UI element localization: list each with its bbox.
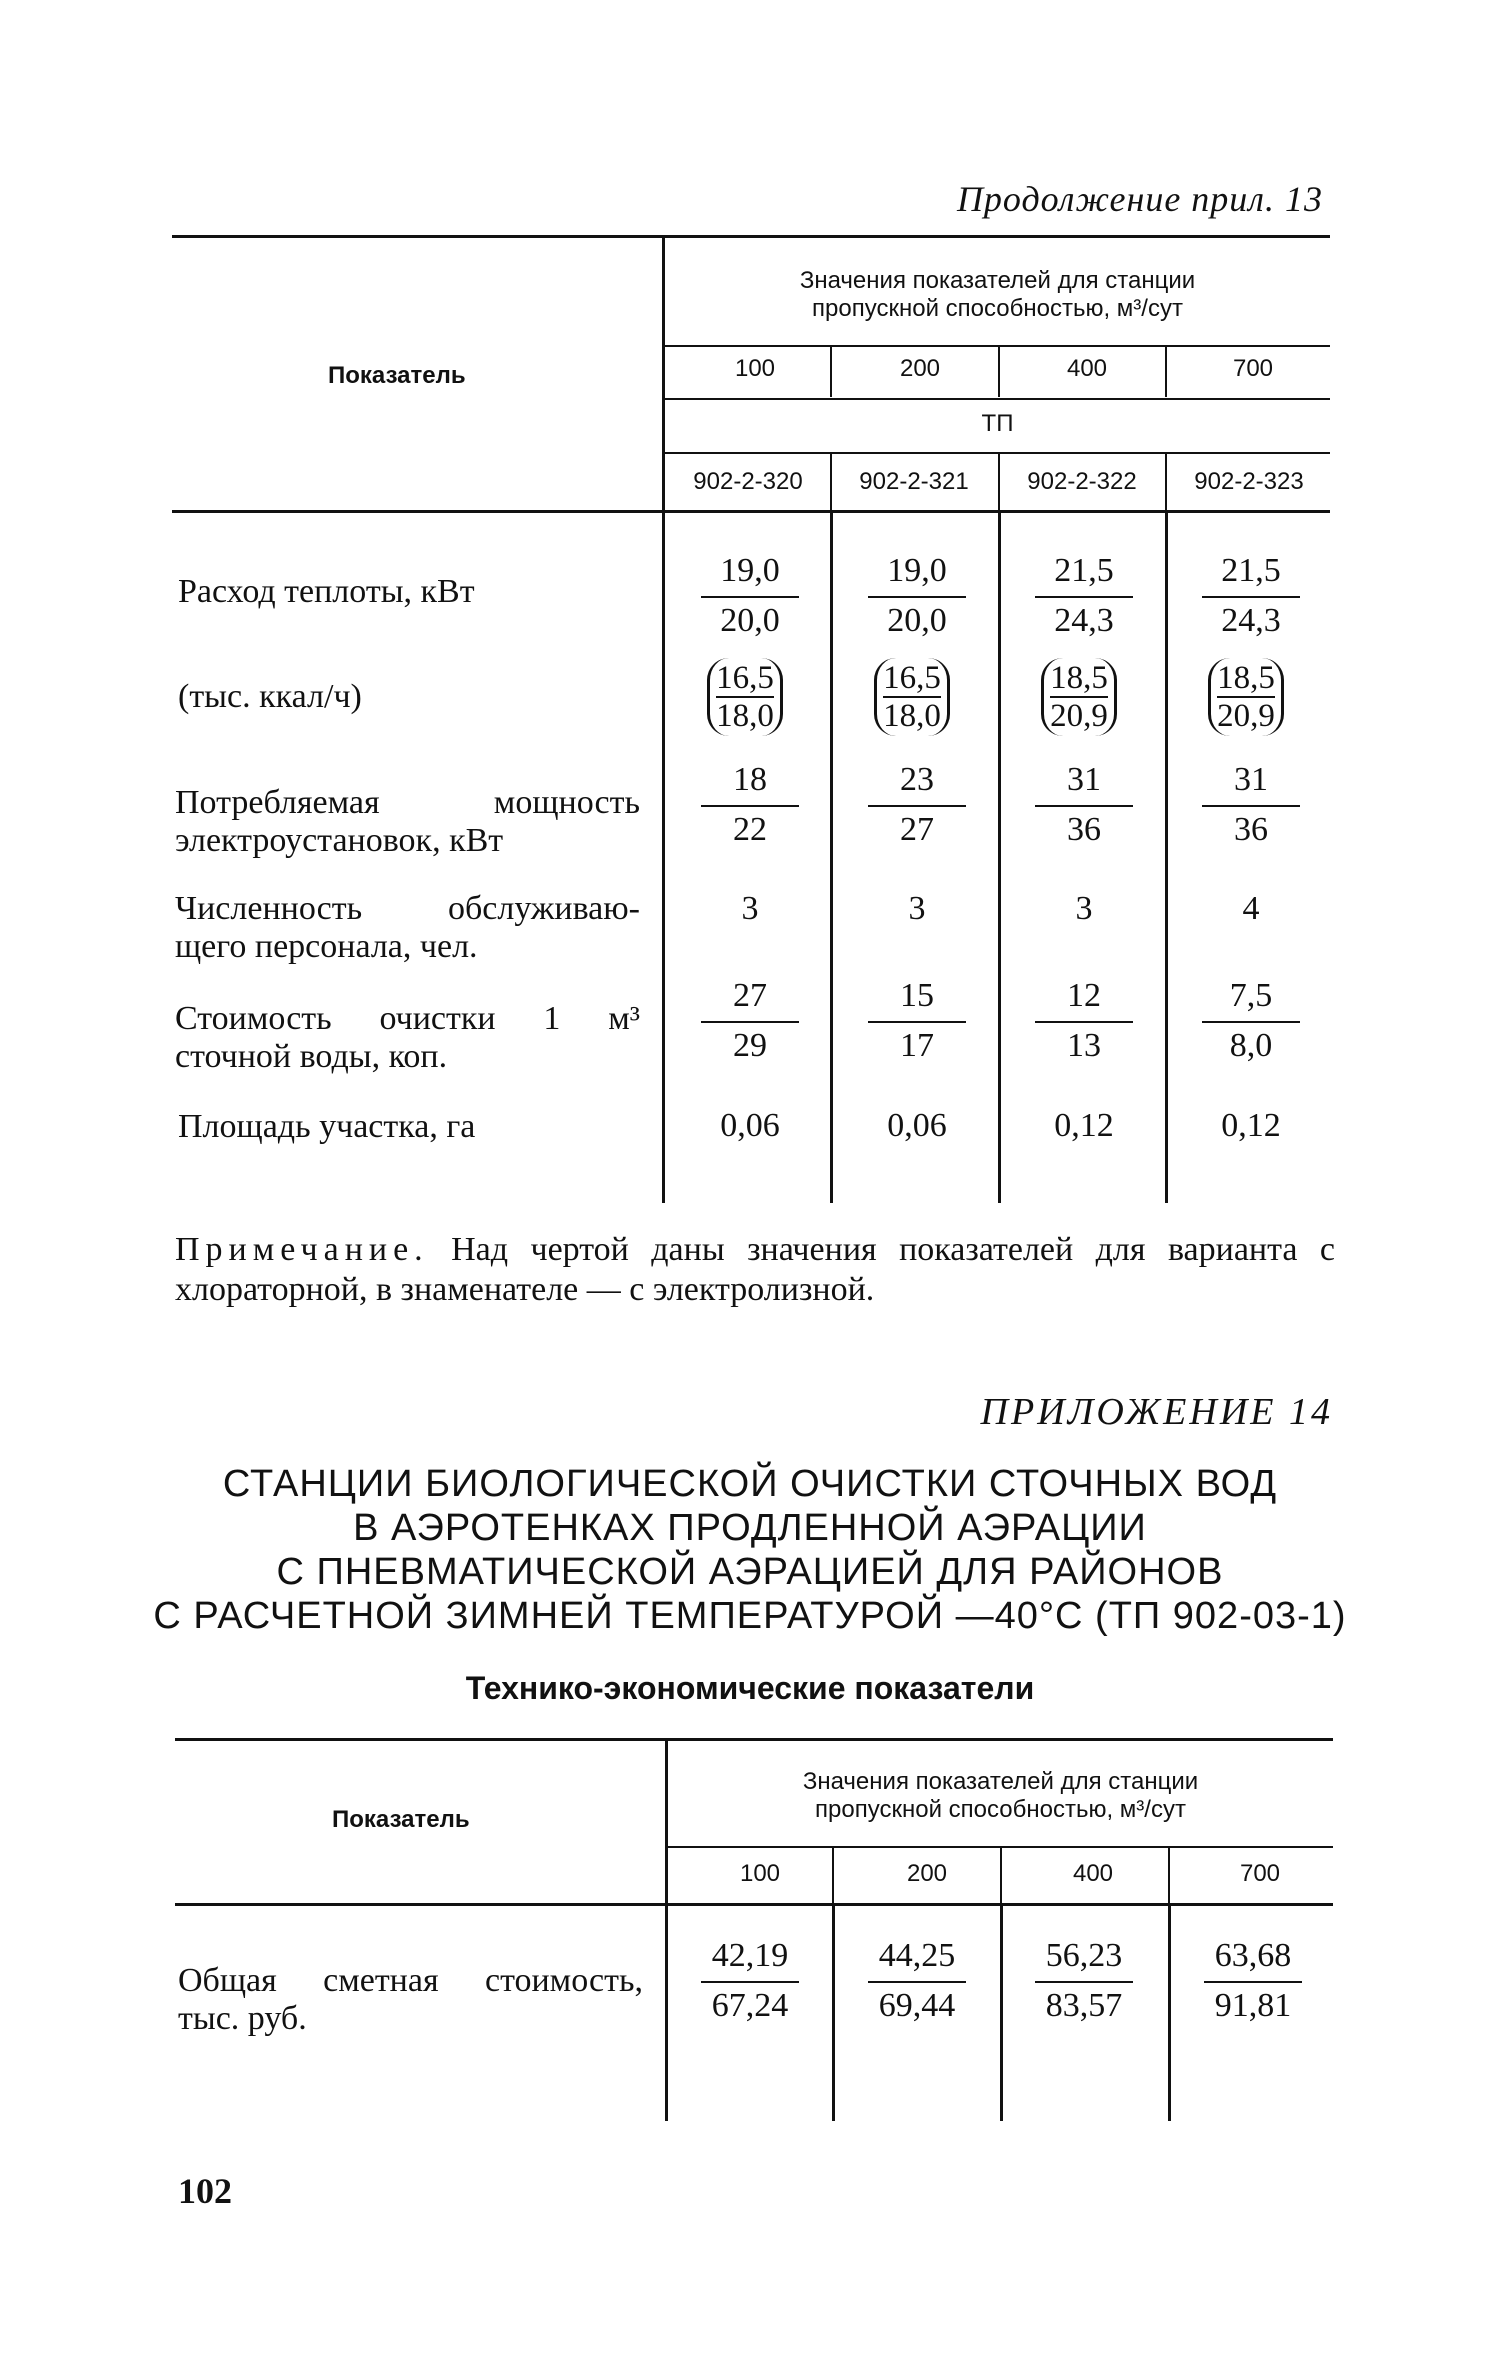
rule	[1000, 1906, 1003, 2121]
table-cell: $\frac{63,68}{91,81}$	[1198, 1933, 1308, 2029]
table-1-group-header	[665, 267, 1330, 323]
title-line: В АЭРОТЕНКАХ ПРОДЛЕННОЙ АЭРАЦИИ	[353, 1507, 1147, 1549]
row-label: Площадь участка, га	[178, 1108, 476, 1145]
table-cell: 3	[741, 890, 759, 927]
rule	[1165, 454, 1167, 510]
table-cell: 0,06	[720, 1107, 780, 1144]
table-cell: $\frac{27}{29}$	[695, 973, 805, 1069]
rule	[830, 454, 832, 510]
rule	[665, 1906, 668, 2121]
group-header-line1: Значения показателей для станции	[802, 1768, 1199, 1795]
tp-code: 902-2-323	[1194, 468, 1304, 495]
table-cell: $\frac{18,5}{20,9}$	[1024, 658, 1134, 736]
rule	[662, 513, 665, 1203]
rule	[1165, 513, 1168, 1203]
rule	[832, 1848, 834, 1903]
table-cell: $\frac{19,0}{20,0}$	[695, 548, 805, 644]
table-cell: 3	[1075, 890, 1093, 927]
capacity-400: 400	[1066, 355, 1108, 382]
table-cell: $\frac{31}{36}$	[1196, 757, 1306, 853]
appendix-subtitle: Технико-экономические показатели	[465, 1670, 1035, 1706]
rule	[1165, 347, 1167, 397]
row-label: Общая сметная стоимость, тыс. руб.	[178, 1962, 643, 2037]
rule	[830, 513, 833, 1203]
table-cell: 4	[1242, 890, 1260, 927]
rule	[998, 454, 1000, 510]
table-cell: 0,06	[887, 1107, 947, 1144]
table-cell: $\frac{18}{22}$	[695, 757, 805, 853]
tp-code: 902-2-320	[693, 468, 803, 495]
table-cell: $\frac{12}{13}$	[1029, 973, 1139, 1069]
table-cell: $\frac{19,0}{20,0}$	[862, 548, 972, 644]
capacity-100: 100	[734, 355, 776, 382]
rule	[998, 513, 1001, 1203]
capacity-200: 200	[906, 1860, 948, 1887]
title-line: СТАНЦИИ БИОЛОГИЧЕСКОЙ ОЧИСТКИ СТОЧНЫХ ВОД	[222, 1463, 1278, 1505]
table-cell: $\frac{15}{17}$	[862, 973, 972, 1069]
table-note	[175, 1230, 1335, 1310]
table-2-top-rule	[175, 1738, 1333, 1741]
table-1-top-rule	[172, 235, 1330, 238]
title-line: С РАСЧЕТНОЙ ЗИМНЕЙ ТЕМПЕРАТУРОЙ —40°С (ТП 902-03-1)	[153, 1595, 1347, 1637]
rule	[1000, 1848, 1002, 1903]
note-text: Над чертой даны значения показателей для варианта с хлораторной, в знаменателе — с электролизной.	[175, 1231, 1335, 1308]
table-cell: $\frac{31}{36}$	[1029, 757, 1139, 853]
table-1-col-label: Показатель	[328, 362, 466, 389]
appendix-label: ПРИЛОЖЕНИЕ 14	[980, 1391, 1333, 1433]
title-line: С ПНЕВМАТИЧЕСКОЙ АЭРАЦИЕЙ ДЛЯ РАЙОНОВ	[276, 1551, 1224, 1593]
table-cell: 0,12	[1054, 1107, 1114, 1144]
appendix-title	[150, 1462, 1350, 1638]
group-header-line2: пропускной способностью, м³/сут	[815, 1796, 1186, 1823]
table-2-col-label: Показатель	[332, 1806, 470, 1833]
table-cell: $\frac{16,5}{18,0}$	[857, 658, 967, 736]
row-label: (тыс. ккал/ч)	[178, 678, 362, 715]
capacity-700: 700	[1232, 355, 1274, 382]
row-label: Потребляемая мощность электроустановок, кВт	[175, 784, 640, 859]
table-cell: $\frac{44,25}{69,44}$	[862, 1933, 972, 2029]
rule	[1168, 1906, 1171, 2121]
group-header-line1: Значения показателей для станции	[799, 267, 1196, 294]
row-label: Расход теплоты, кВт	[178, 573, 475, 610]
table-cell: 0,12	[1221, 1107, 1281, 1144]
rule	[830, 347, 832, 397]
table-cell: 3	[908, 890, 926, 927]
table-cell: $\frac{42,19}{67,24}$	[695, 1933, 805, 2029]
table-2-header-bottom-rule	[175, 1903, 1333, 1906]
rule	[832, 1906, 835, 2121]
table-cell: $\frac{16,5}{18,0}$	[690, 658, 800, 736]
capacity-200: 200	[899, 355, 941, 382]
row-label: Стоимость очистки 1 м³ сточной воды, коп.	[175, 1000, 640, 1075]
capacity-700: 700	[1239, 1860, 1281, 1887]
table-cell: $\frac{56,23}{83,57}$	[1029, 1933, 1139, 2029]
table-2-group-header	[668, 1768, 1333, 1824]
tp-label: ТП	[981, 410, 1014, 437]
table-cell: $\frac{18,5}{20,9}$	[1191, 658, 1301, 736]
rule	[1168, 1848, 1170, 1903]
tp-code: 902-2-321	[859, 468, 969, 495]
table-cell: $\frac{21,5}{24,3}$	[1196, 548, 1306, 644]
row-label: Численность обслуживаю- щего персонала, чел.	[175, 890, 640, 965]
page-number: 102	[178, 2171, 232, 2211]
table-cell: $\frac{23}{27}$	[862, 757, 972, 853]
continuation-header: Продолжение прил. 13	[956, 179, 1323, 219]
table-1-header-bottom-rule	[172, 510, 1330, 513]
rule	[665, 398, 1330, 400]
note-label: Примечание.	[175, 1231, 429, 1268]
capacity-400: 400	[1072, 1860, 1114, 1887]
group-header-line2: пропускной способностью, м³/сут	[812, 295, 1183, 322]
rule	[998, 347, 1000, 397]
table-cell: $\frac{21,5}{24,3}$	[1029, 548, 1139, 644]
tp-code: 902-2-322	[1027, 468, 1137, 495]
capacity-100: 100	[739, 1860, 781, 1887]
table-cell: $\frac{7,5}{8,0}$	[1196, 973, 1306, 1069]
